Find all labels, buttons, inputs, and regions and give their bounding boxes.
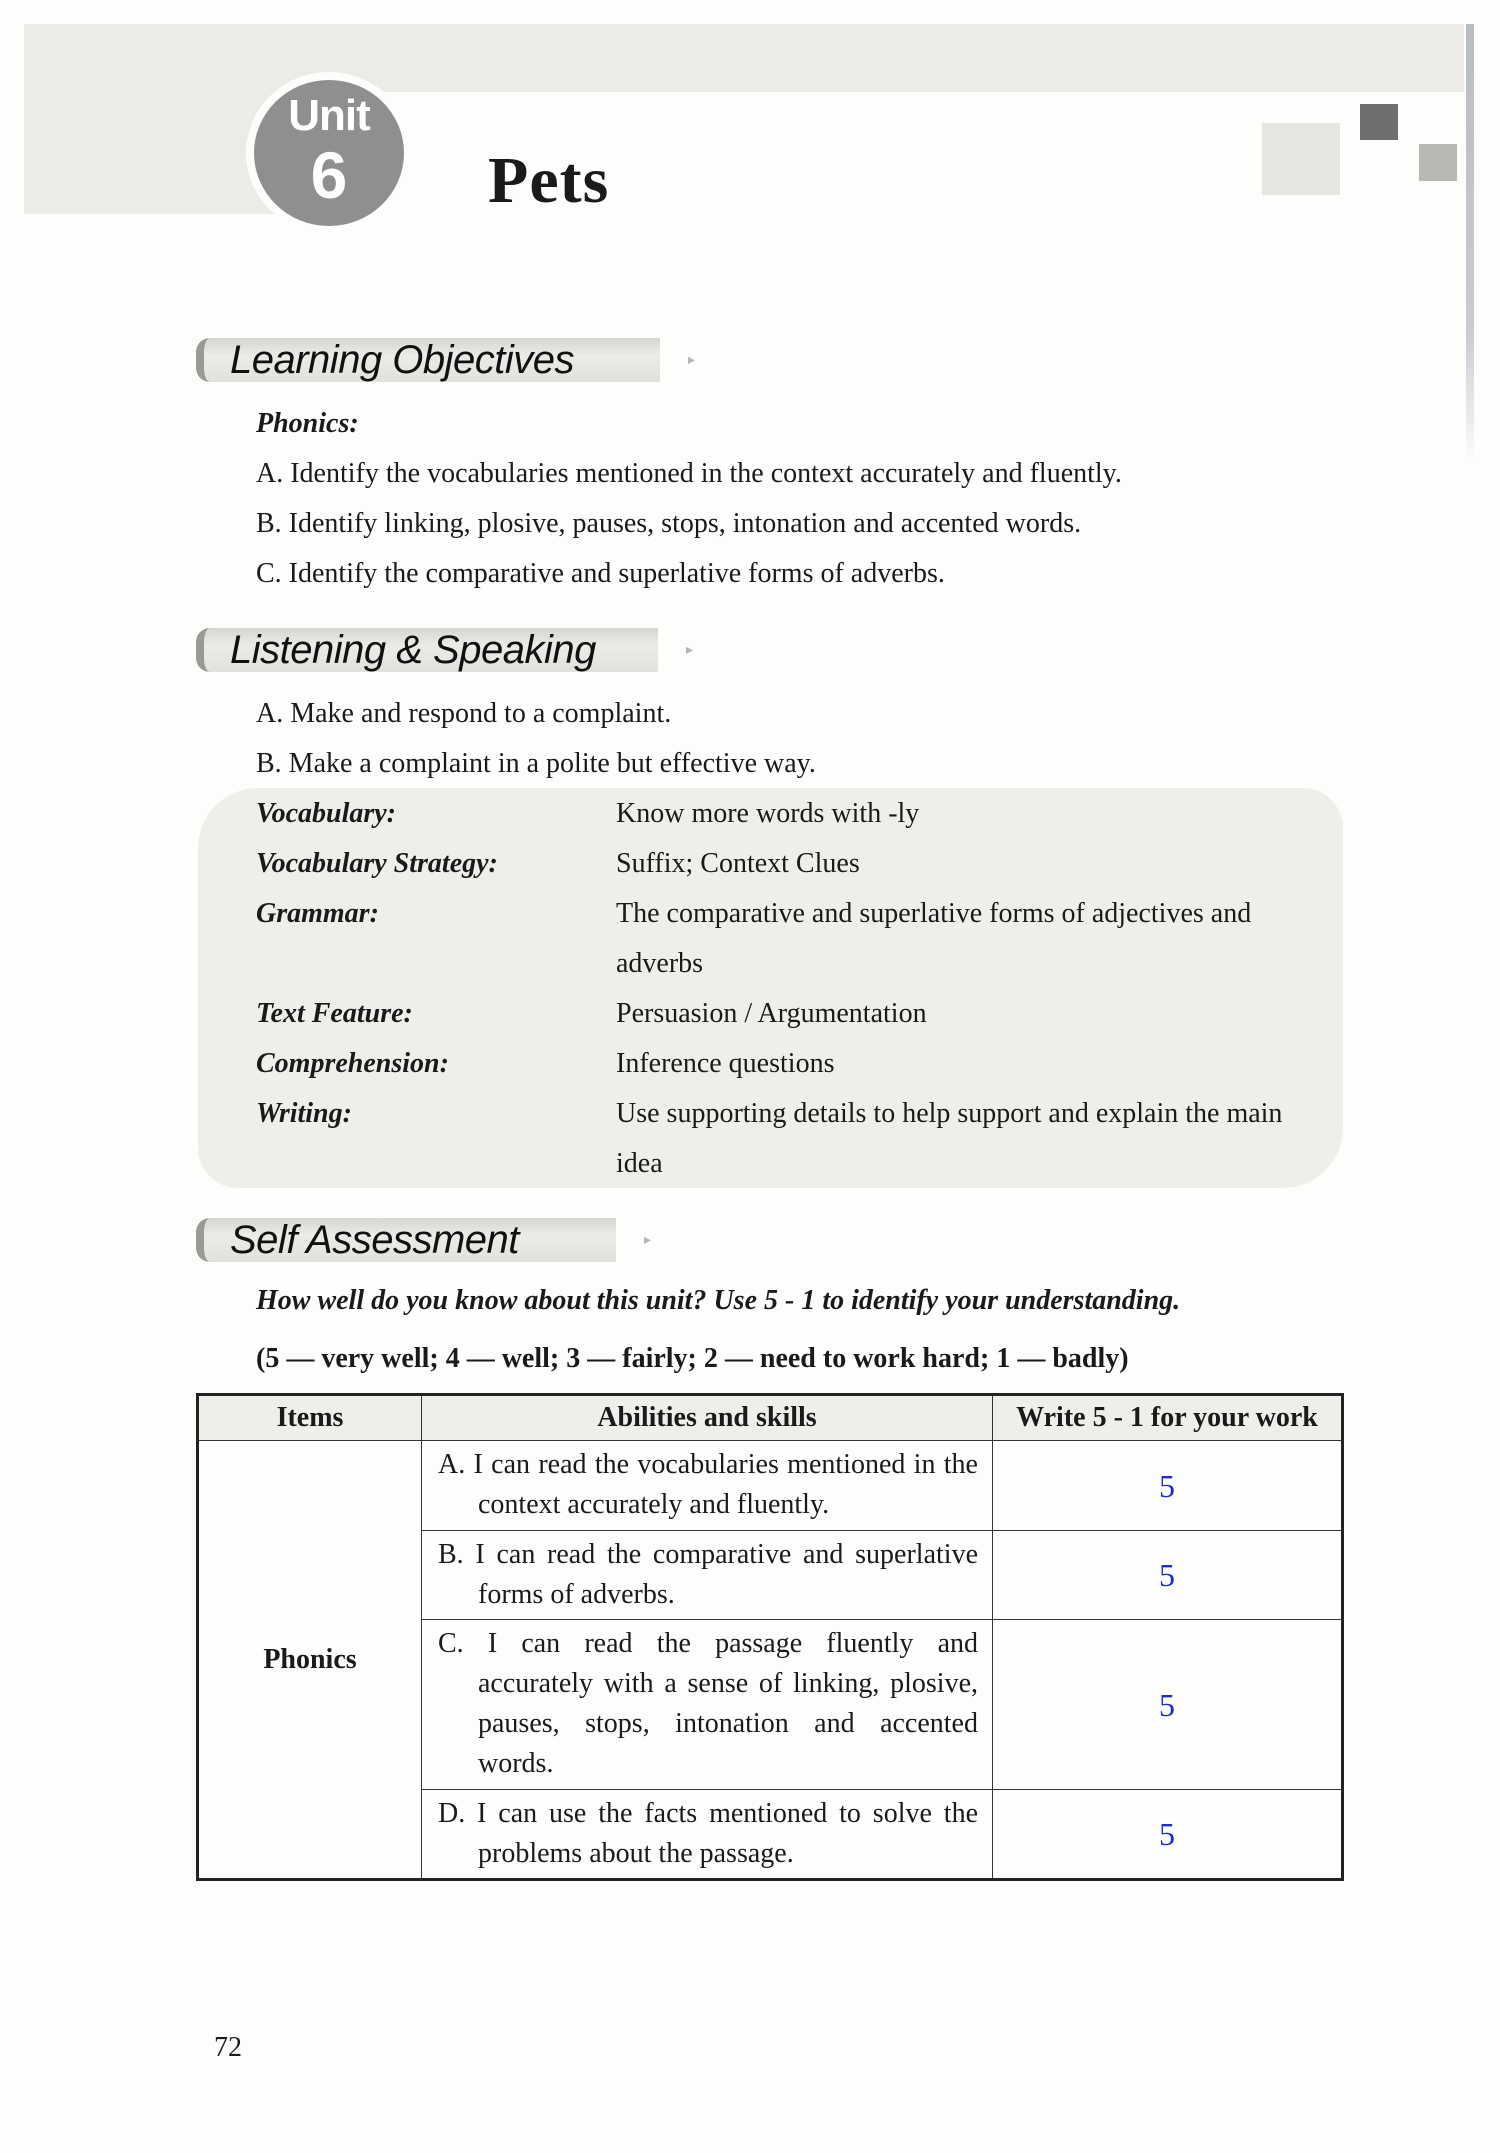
score-input[interactable]: 5 <box>993 1790 1343 1880</box>
skill-text: C. I can read the passage fluently and accurately with a sense of linking, plosive, pauses, stops, intonation and accented words. <box>438 1628 978 1779</box>
skill-cell <box>422 1790 993 1880</box>
detail-value-comprehension: Inference questions <box>616 1048 835 1079</box>
column-header-score: Write 5 - 1 for your work <box>993 1395 1343 1441</box>
objective-item: A. Identify the vocabularies mentioned in the context accurately and fluently. <box>256 458 1122 489</box>
phonics-label: Phonics: <box>256 408 359 439</box>
detail-label-vocabulary: Vocabulary: <box>256 798 396 829</box>
page-title: Pets <box>488 144 610 217</box>
detail-label-comprehension: Comprehension: <box>256 1048 449 1079</box>
item-group-phonics: Phonics <box>198 1441 422 1880</box>
listening-item: A. Make and respond to a complaint. <box>256 698 672 729</box>
detail-label-vocabulary-strategy: Vocabulary Strategy: <box>256 848 498 879</box>
section-title: Learning Objectives <box>230 337 575 382</box>
listening-item: B. Make a complaint in a polite but effective way. <box>256 748 816 779</box>
section-header-learning-objectives <box>196 338 695 382</box>
detail-label-text-feature: Text Feature: <box>256 998 413 1029</box>
section-title: Self Assessment <box>230 1217 519 1262</box>
objective-item: B. Identify linking, plosive, pauses, stops, intonation and accented words. <box>256 508 1082 539</box>
section-bar <box>196 1218 616 1262</box>
detail-label-grammar: Grammar: <box>256 898 379 929</box>
detail-value-grammar-cont: adverbs <box>616 948 704 979</box>
arrow-right-icon: ▸ <box>686 642 694 658</box>
section-bar <box>196 628 658 672</box>
score-input[interactable]: 5 <box>993 1620 1343 1790</box>
detail-label-writing: Writing: <box>256 1098 352 1129</box>
section-header-self-assessment <box>196 1218 651 1262</box>
detail-value-writing: Use supporting details to help support and explain the main <box>616 1098 1283 1129</box>
detail-value-vocabulary-strategy: Suffix; Context Clues <box>616 848 860 879</box>
decorative-square-medium <box>1419 144 1457 181</box>
table-header-row <box>198 1395 1343 1441</box>
decorative-square-dark <box>1360 104 1398 140</box>
skill-text: A. I can read the vocabularies mentioned in the context accurately and fluently. <box>438 1449 978 1520</box>
score-input[interactable]: 5 <box>993 1441 1343 1531</box>
unit-number: 6 <box>310 138 348 212</box>
score-input[interactable]: 5 <box>993 1531 1343 1620</box>
detail-value-vocabulary: Know more words with -ly <box>616 798 920 829</box>
unit-label: Unit <box>288 91 370 140</box>
column-header-abilities: Abilities and skills <box>422 1395 993 1441</box>
skill-text: B. I can read the comparative and superlative forms of adverbs. <box>438 1539 978 1610</box>
skill-cell <box>422 1531 993 1620</box>
skill-cell <box>422 1441 993 1531</box>
page-edge-line <box>1466 24 1474 464</box>
assessment-scale: (5 — very well; 4 — well; 3 — fairly; 2 — need to work hard; 1 — badly) <box>256 1343 1129 1374</box>
section-header-listening-speaking <box>196 628 693 672</box>
page-number: 72 <box>214 2032 242 2063</box>
decorative-square-light <box>1262 123 1340 195</box>
column-header-items: Items <box>198 1395 422 1441</box>
table-row <box>198 1441 1343 1531</box>
assessment-question: How well do you know about this unit? Use 5 - 1 to identify your understanding. <box>256 1285 1181 1316</box>
skill-text: D. I can use the facts mentioned to solve the problems about the passage. <box>438 1798 978 1869</box>
detail-value-writing-cont: idea <box>616 1148 663 1179</box>
arrow-right-icon: ▸ <box>688 352 696 368</box>
detail-value-grammar: The comparative and superlative forms of adjectives and <box>616 898 1252 929</box>
header-band <box>24 24 1464 92</box>
arrow-right-icon: ▸ <box>644 1232 652 1248</box>
self-assessment-table <box>196 1393 1344 1881</box>
section-bar <box>196 338 660 382</box>
unit-badge <box>246 72 412 234</box>
objective-item: C. Identify the comparative and superlative forms of adverbs. <box>256 558 945 589</box>
skill-cell <box>422 1620 993 1790</box>
detail-value-text-feature: Persuasion / Argumentation <box>616 998 927 1029</box>
section-title: Listening & Speaking <box>230 627 596 672</box>
